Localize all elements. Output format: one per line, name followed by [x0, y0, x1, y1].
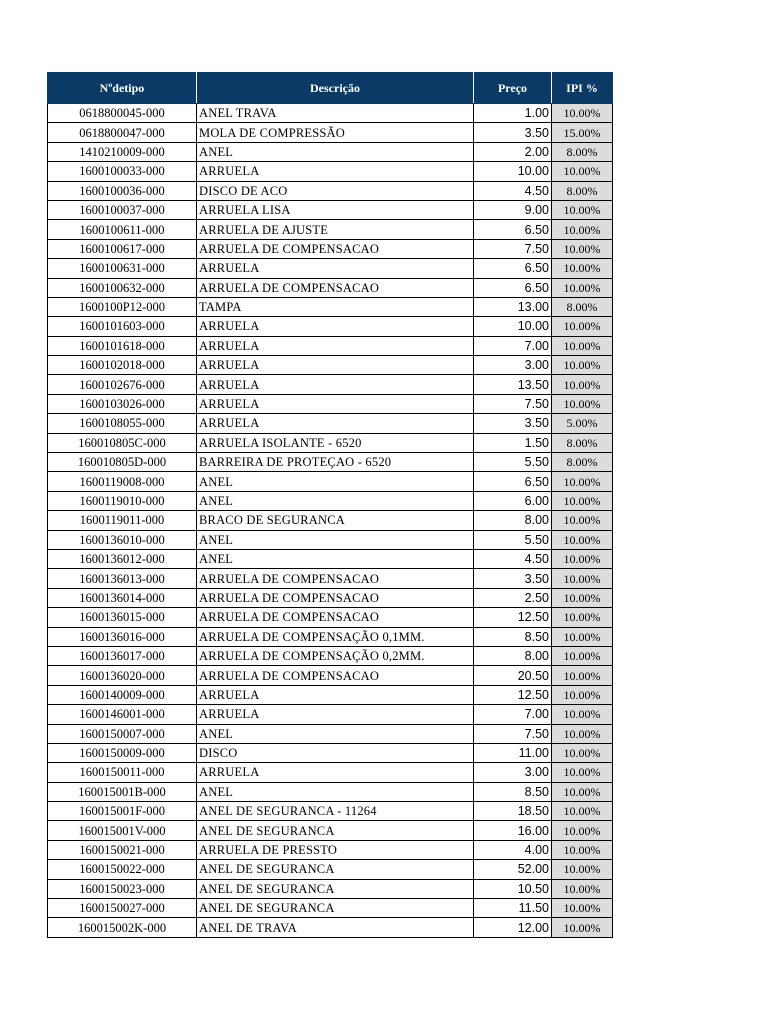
- cell-description: MOLA DE COMPRESSÃO: [197, 123, 474, 142]
- cell-ipi: 10.00%: [552, 724, 613, 743]
- cell-ipi: 10.00%: [552, 705, 613, 724]
- cell-description: ARRUELA: [197, 317, 474, 336]
- cell-ipi: 10.00%: [552, 356, 613, 375]
- cell-code: 1600100P12-000: [48, 297, 197, 316]
- cell-code: 160015002K-000: [48, 918, 197, 937]
- cell-code: 1600102676-000: [48, 375, 197, 394]
- cell-price: 6.50: [474, 472, 552, 491]
- cell-code: 160015001F-000: [48, 802, 197, 821]
- table-row: [48, 414, 613, 433]
- cell-code: 1600102018-000: [48, 356, 197, 375]
- cell-price: 6.00: [474, 491, 552, 510]
- cell-ipi: 10.00%: [552, 569, 613, 588]
- cell-code: 1600101603-000: [48, 317, 197, 336]
- cell-price: 8.50: [474, 627, 552, 646]
- cell-ipi: 10.00%: [552, 627, 613, 646]
- cell-description: ARRUELA: [197, 705, 474, 724]
- cell-price: 11.00: [474, 743, 552, 762]
- cell-ipi: 8.00%: [552, 297, 613, 316]
- cell-code: 1600136013-000: [48, 569, 197, 588]
- cell-description: ANEL DE SEGURANCA - 11264: [197, 802, 474, 821]
- cell-ipi: 10.00%: [552, 840, 613, 859]
- table-row: [48, 879, 613, 898]
- cell-ipi: 10.00%: [552, 685, 613, 704]
- cell-price: 5.50: [474, 530, 552, 549]
- column-header-description: Descrição: [197, 73, 474, 104]
- header-row: [48, 73, 613, 104]
- cell-code: 1410210009-000: [48, 142, 197, 161]
- cell-ipi: 10.00%: [552, 646, 613, 665]
- cell-price: 7.00: [474, 705, 552, 724]
- cell-description: ARRUELA LISA: [197, 200, 474, 219]
- cell-price: 3.00: [474, 356, 552, 375]
- cell-ipi: 10.00%: [552, 549, 613, 568]
- table-row: [48, 317, 613, 336]
- cell-ipi: 8.00%: [552, 453, 613, 472]
- cell-code: 0618800047-000: [48, 123, 197, 142]
- table-row: [48, 646, 613, 665]
- table-row: [48, 239, 613, 258]
- table-row: [48, 530, 613, 549]
- table-row: [48, 588, 613, 607]
- cell-ipi: 10.00%: [552, 666, 613, 685]
- cell-ipi: 10.00%: [552, 608, 613, 627]
- cell-description: DISCO: [197, 743, 474, 762]
- cell-code: 1600101618-000: [48, 336, 197, 355]
- cell-ipi: 10.00%: [552, 918, 613, 937]
- cell-price: 6.50: [474, 220, 552, 239]
- table-row: [48, 336, 613, 355]
- table-row: [48, 627, 613, 646]
- cell-ipi: 10.00%: [552, 491, 613, 510]
- cell-price: 10.00: [474, 317, 552, 336]
- cell-description: ANEL DE SEGURANCA: [197, 879, 474, 898]
- cell-ipi: 10.00%: [552, 336, 613, 355]
- cell-ipi: 10.00%: [552, 802, 613, 821]
- cell-ipi: 8.00%: [552, 181, 613, 200]
- table-row: [48, 394, 613, 413]
- cell-price: 16.00: [474, 821, 552, 840]
- cell-ipi: 10.00%: [552, 472, 613, 491]
- column-header-code: Nºdetipo: [48, 73, 197, 104]
- cell-ipi: 10.00%: [552, 899, 613, 918]
- cell-code: 1600100611-000: [48, 220, 197, 239]
- cell-code: 1600150011-000: [48, 763, 197, 782]
- column-header-ipi: IPI %: [552, 73, 613, 104]
- table-row: [48, 472, 613, 491]
- cell-description: ANEL: [197, 724, 474, 743]
- cell-price: 3.00: [474, 763, 552, 782]
- cell-code: 1600100033-000: [48, 162, 197, 181]
- cell-code: 1600103026-000: [48, 394, 197, 413]
- cell-description: ARRUELA: [197, 375, 474, 394]
- table-row: [48, 123, 613, 142]
- cell-description: ARRUELA: [197, 336, 474, 355]
- cell-code: 1600136014-000: [48, 588, 197, 607]
- cell-code: 1600100037-000: [48, 200, 197, 219]
- cell-code: 1600108055-000: [48, 414, 197, 433]
- cell-price: 3.50: [474, 414, 552, 433]
- table-row: [48, 899, 613, 918]
- cell-ipi: 10.00%: [552, 259, 613, 278]
- cell-price: 12.50: [474, 685, 552, 704]
- cell-ipi: 10.00%: [552, 317, 613, 336]
- cell-code: 1600119011-000: [48, 511, 197, 530]
- cell-price: 8.00: [474, 646, 552, 665]
- cell-description: ARRUELA ISOLANTE - 6520: [197, 433, 474, 452]
- cell-description: ANEL DE SEGURANCA: [197, 821, 474, 840]
- cell-ipi: 10.00%: [552, 239, 613, 258]
- cell-description: ANEL: [197, 782, 474, 801]
- cell-code: 160010805C-000: [48, 433, 197, 452]
- table-row: [48, 705, 613, 724]
- cell-code: 1600136010-000: [48, 530, 197, 549]
- cell-description: ARRUELA DE COMPENSACAO: [197, 569, 474, 588]
- cell-price: 1.00: [474, 104, 552, 123]
- cell-price: 4.50: [474, 549, 552, 568]
- cell-code: 1600100632-000: [48, 278, 197, 297]
- cell-description: ARRUELA: [197, 162, 474, 181]
- cell-description: ARRUELA DE AJUSTE: [197, 220, 474, 239]
- cell-description: ARRUELA: [197, 763, 474, 782]
- cell-price: 3.50: [474, 123, 552, 142]
- cell-description: ARRUELA DE PRESSTO: [197, 840, 474, 859]
- cell-price: 2.50: [474, 588, 552, 607]
- cell-ipi: 10.00%: [552, 162, 613, 181]
- table-row: [48, 162, 613, 181]
- cell-code: 160015001V-000: [48, 821, 197, 840]
- table-row: [48, 782, 613, 801]
- table-row: [48, 200, 613, 219]
- cell-description: ANEL: [197, 472, 474, 491]
- cell-description: ARRUELA: [197, 685, 474, 704]
- cell-description: ARRUELA: [197, 259, 474, 278]
- cell-price: 6.50: [474, 278, 552, 297]
- table-row: [48, 860, 613, 879]
- cell-ipi: 8.00%: [552, 142, 613, 161]
- cell-description: ANEL DE SEGURANCA: [197, 860, 474, 879]
- cell-ipi: 10.00%: [552, 821, 613, 840]
- cell-price: 4.00: [474, 840, 552, 859]
- cell-code: 1600150007-000: [48, 724, 197, 743]
- cell-price: 3.50: [474, 569, 552, 588]
- cell-code: 1600100631-000: [48, 259, 197, 278]
- cell-price: 11.50: [474, 899, 552, 918]
- cell-code: 1600119010-000: [48, 491, 197, 510]
- table-row: [48, 821, 613, 840]
- cell-description: ARRUELA DE COMPENSAÇÃO 0,2MM.: [197, 646, 474, 665]
- cell-price: 8.00: [474, 511, 552, 530]
- price-table: [47, 72, 613, 938]
- cell-code: 1600150023-000: [48, 879, 197, 898]
- table-row: [48, 104, 613, 123]
- table-row: [48, 763, 613, 782]
- cell-price: 20.50: [474, 666, 552, 685]
- table-row: [48, 142, 613, 161]
- cell-ipi: 10.00%: [552, 394, 613, 413]
- cell-description: ANEL DE TRAVA: [197, 918, 474, 937]
- table-row: [48, 181, 613, 200]
- cell-ipi: 10.00%: [552, 104, 613, 123]
- table-row: [48, 569, 613, 588]
- cell-ipi: 10.00%: [552, 879, 613, 898]
- cell-price: 13.00: [474, 297, 552, 316]
- cell-ipi: 10.00%: [552, 860, 613, 879]
- table-row: [48, 278, 613, 297]
- table-row: [48, 433, 613, 452]
- cell-code: 1600136016-000: [48, 627, 197, 646]
- cell-ipi: 10.00%: [552, 511, 613, 530]
- cell-price: 10.00: [474, 162, 552, 181]
- cell-description: ARRUELA: [197, 356, 474, 375]
- cell-ipi: 10.00%: [552, 220, 613, 239]
- cell-code: 0618800045-000: [48, 104, 197, 123]
- table-row: [48, 297, 613, 316]
- cell-code: 1600136015-000: [48, 608, 197, 627]
- cell-price: 52.00: [474, 860, 552, 879]
- cell-price: 12.50: [474, 608, 552, 627]
- table-body: [48, 104, 613, 938]
- cell-ipi: 8.00%: [552, 433, 613, 452]
- cell-description: ANEL: [197, 491, 474, 510]
- cell-description: ARRUELA DE COMPENSACAO: [197, 608, 474, 627]
- table-row: [48, 549, 613, 568]
- cell-ipi: 10.00%: [552, 375, 613, 394]
- cell-description: ANEL: [197, 142, 474, 161]
- table-row: [48, 802, 613, 821]
- cell-price: 7.50: [474, 394, 552, 413]
- table-row: [48, 743, 613, 762]
- cell-description: BRACO DE SEGURANCA: [197, 511, 474, 530]
- cell-code: 1600136020-000: [48, 666, 197, 685]
- table-row: [48, 220, 613, 239]
- cell-price: 12.00: [474, 918, 552, 937]
- table-row: [48, 259, 613, 278]
- cell-ipi: 10.00%: [552, 530, 613, 549]
- cell-description: ARRUELA DE COMPENSACAO: [197, 278, 474, 297]
- cell-ipi: 10.00%: [552, 278, 613, 297]
- cell-price: 7.50: [474, 724, 552, 743]
- table-row: [48, 453, 613, 472]
- cell-description: ARRUELA: [197, 394, 474, 413]
- cell-ipi: 10.00%: [552, 200, 613, 219]
- cell-code: 1600150021-000: [48, 840, 197, 859]
- cell-price: 6.50: [474, 259, 552, 278]
- cell-ipi: 10.00%: [552, 588, 613, 607]
- cell-price: 13.50: [474, 375, 552, 394]
- cell-price: 5.50: [474, 453, 552, 472]
- cell-description: ARRUELA DE COMPENSACAO: [197, 588, 474, 607]
- cell-description: ARRUELA DE COMPENSACAO: [197, 239, 474, 258]
- cell-description: ANEL TRAVA: [197, 104, 474, 123]
- table-row: [48, 511, 613, 530]
- cell-description: DISCO DE ACO: [197, 181, 474, 200]
- cell-price: 10.50: [474, 879, 552, 898]
- cell-code: 1600136012-000: [48, 549, 197, 568]
- cell-description: ARRUELA: [197, 414, 474, 433]
- cell-price: 7.50: [474, 239, 552, 258]
- cell-code: 160015001B-000: [48, 782, 197, 801]
- cell-code: 1600100617-000: [48, 239, 197, 258]
- cell-description: ANEL: [197, 530, 474, 549]
- table-row: [48, 491, 613, 510]
- cell-ipi: 10.00%: [552, 763, 613, 782]
- cell-price: 8.50: [474, 782, 552, 801]
- cell-code: 1600140009-000: [48, 685, 197, 704]
- table-row: [48, 918, 613, 937]
- cell-price: 7.00: [474, 336, 552, 355]
- cell-code: 1600100036-000: [48, 181, 197, 200]
- cell-price: 18.50: [474, 802, 552, 821]
- cell-price: 9.00: [474, 200, 552, 219]
- cell-description: ARRUELA DE COMPENSAÇÃO 0,1MM.: [197, 627, 474, 646]
- cell-ipi: 5.00%: [552, 414, 613, 433]
- cell-code: 1600150022-000: [48, 860, 197, 879]
- column-header-price: Preço: [474, 73, 552, 104]
- table-row: [48, 840, 613, 859]
- cell-description: ANEL DE SEGURANCA: [197, 899, 474, 918]
- cell-description: BARREIRA DE PROTEÇAO - 6520: [197, 453, 474, 472]
- cell-price: 2.00: [474, 142, 552, 161]
- table-row: [48, 724, 613, 743]
- cell-price: 4.50: [474, 181, 552, 200]
- cell-description: ANEL: [197, 549, 474, 568]
- table-row: [48, 356, 613, 375]
- cell-code: 1600150009-000: [48, 743, 197, 762]
- table-row: [48, 608, 613, 627]
- cell-description: TAMPA: [197, 297, 474, 316]
- cell-code: 160010805D-000: [48, 453, 197, 472]
- table-row: [48, 375, 613, 394]
- cell-code: 1600119008-000: [48, 472, 197, 491]
- cell-code: 1600146001-000: [48, 705, 197, 724]
- table-row: [48, 666, 613, 685]
- cell-description: ARRUELA DE COMPENSACAO: [197, 666, 474, 685]
- cell-ipi: 10.00%: [552, 743, 613, 762]
- cell-ipi: 10.00%: [552, 782, 613, 801]
- cell-ipi: 15.00%: [552, 123, 613, 142]
- cell-code: 1600150027-000: [48, 899, 197, 918]
- cell-price: 1.50: [474, 433, 552, 452]
- table-row: [48, 685, 613, 704]
- cell-code: 1600136017-000: [48, 646, 197, 665]
